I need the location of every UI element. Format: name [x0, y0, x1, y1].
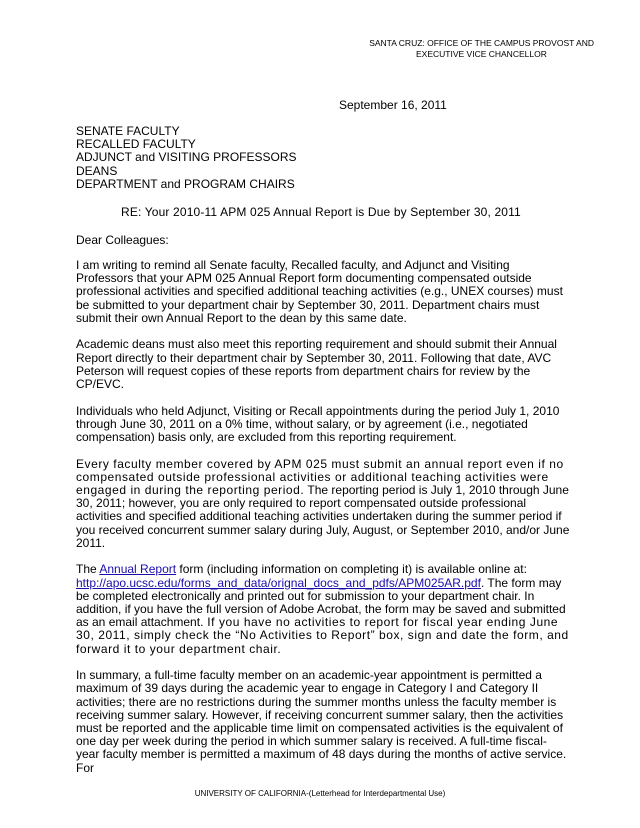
paragraph-4-rest: The reporting period is July 1, 2010 through June 30, 2011; however, you are only required to report compensated outside professional activities and specified additional teaching activities undertaken during the summer period if you received concurrent summer salary during July, August, or September 2010, and/or June 2011.	[76, 483, 570, 550]
paragraph-2: Academic deans must also meet this reporting requirement and should submit their Annual Report directly to their department chair by September 30, 2011. Following that date, AVC Peterson will request copies of these reports from department chairs for review by the CP/EVC.	[76, 337, 557, 392]
letterhead-line-2: EXECUTIVE VICE CHANCELLOR	[416, 49, 547, 59]
recipient-line: DEPARTMENT and PROGRAM CHAIRS	[76, 176, 295, 191]
letter-date: September 16, 2011	[339, 98, 447, 112]
paragraph-5	[76, 563, 570, 655]
recipient-line: ADJUNCT and VISITING PROFESSORS	[76, 150, 297, 165]
paragraph-6: In summary, a full-time faculty member on an academic-year appointment is permitted a maximum of 39 days during the academic year to engage in Category I and Category II activities; there are no restrictions during the summer months unless the faculty member is receiving summer salary. However, if receiving concurrent summer salary, then the activities must be reported and the applicable time limit on compensated activities is the equivalent of one day per week during the period in which summer salary is received. A full-time fiscal-year faculty member is permitted a maximum of 48 days during the months of active service. For	[76, 668, 567, 775]
annual-report-url-link[interactable]: http://apo.ucsc.edu/forms_and_data/orignal_docs_and_pdfs/APM025AR.pdf	[76, 575, 481, 590]
recipient-block	[76, 125, 297, 191]
recipient-line: DEANS	[76, 163, 118, 178]
paragraph-4-lead: Every faculty member covered by APM 025 must submit an annual report even if no compensated outside professional activities or additional teaching activities were engaged in during the reporting period.	[76, 456, 564, 498]
salutation: Dear Colleagues:	[76, 233, 169, 247]
subject-line: RE: Your 2010-11 APM 025 Annual Report is Due by September 30, 2011	[121, 205, 521, 219]
paragraph-3: Individuals who held Adjunct, Visiting or Recall appointments during the period July 1, 2010 through June 30, 2011 on a 0% time, without salary, or by agreement (i.e., negotiated compensation) basis only, are excluded from this reporting requirement.	[76, 403, 560, 445]
paragraph-5-pre: The	[76, 562, 100, 577]
page-footer: UNIVERSITY OF CALIFORNIA-(Letterhead for Interdepartmental Use)	[194, 789, 446, 798]
paragraph-1: I am writing to remind all Senate faculty, Recalled faculty, and Adjunct and Visiting Professors that your APM 025 Annual Report form documenting compensated outside professional activities and specified additional teaching activities (e.g., UNEX courses) must be submitted to your department chair by September 30, 2011. Department chairs must submit their own Annual Report to the dean by this same date.	[76, 258, 563, 325]
annual-report-link[interactable]: Annual Report	[99, 562, 177, 577]
letterhead	[354, 38, 594, 60]
recipient-line: SENATE FACULTY	[76, 124, 180, 138]
letterhead-line-1: SANTA CRUZ: OFFICE OF THE CAMPUS PROVOST AND	[369, 38, 594, 48]
letter-body	[76, 259, 570, 788]
paragraph-5-post: . The form may be completed electronically and printed out for submission to your department chair. In addition, if you have the full version of Adobe Acrobat, the form may be saved and submitted as an email attachment.	[76, 575, 566, 630]
paragraph-5-mid: form (including information on completing it) is available online at:	[176, 562, 527, 577]
paragraph-4	[76, 458, 570, 550]
recipient-line: RECALLED FACULTY	[76, 137, 196, 152]
paragraph-5-instructions: If you have no activities to report for fiscal year ending June 30, 2011, simply check the “No Activities to Report” box, sign and date the form, and forward it to your department chair.	[76, 615, 569, 656]
